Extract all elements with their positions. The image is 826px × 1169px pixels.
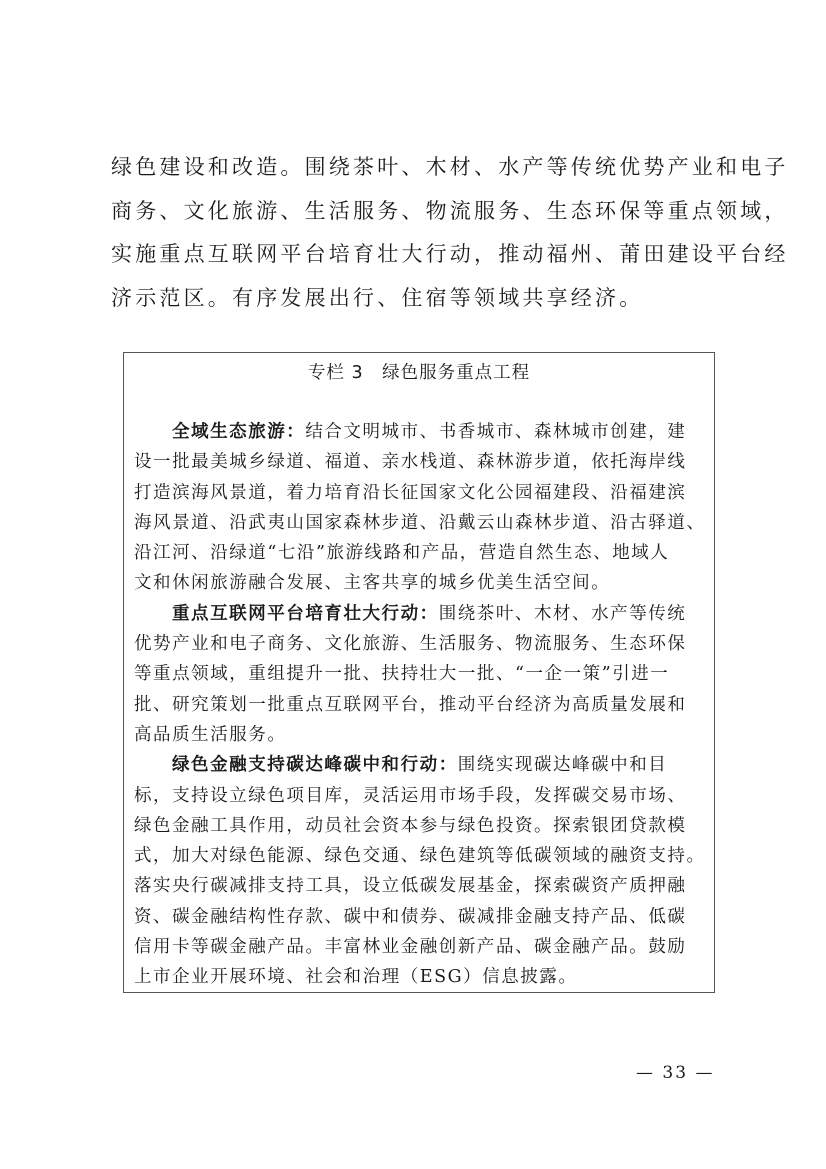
section-text: 结合文明城市、书香城市、森林城市创建，建 xyxy=(305,422,687,442)
section-internet-platform-first-line xyxy=(134,599,710,629)
section-line: 上市企业开展环境、社会和治理（ESG）信息披露。 xyxy=(134,967,578,988)
section-text: 围绕茶叶、木材、水产等传统 xyxy=(438,603,687,624)
section-line: 优势产业和电子商务、文化旅游、生活服务、物流服务、生态环保 xyxy=(134,634,687,655)
section-eco-tourism-first-line xyxy=(134,417,710,447)
section-line: 批、研究策划一批重点互联网平台，推动平台经济为高质量发展和 xyxy=(134,694,687,715)
section-lead-green-finance: 绿色金融支持碳达峰碳中和行动： xyxy=(172,755,458,776)
box-body xyxy=(134,417,710,993)
intro-line: 商务、文化旅游、生活服务、物流服务、生态环保等重点领域， xyxy=(111,198,789,223)
section-lead-eco-tourism: 全域生态旅游： xyxy=(172,422,306,442)
section-line: 等重点领域，重组提升一批、扶持壮大一批、“一企一策”引进一 xyxy=(134,664,670,685)
section-text: 围绕实现碳达峰碳中和目 xyxy=(457,755,668,776)
box-title: 专栏 3 绿色服务重点工程 xyxy=(307,363,531,383)
intro-line: 济示范区。有序发展出行、住宿等领域共享经济。 xyxy=(111,285,644,310)
intro-line: 实施重点互联网平台培育壮大行动，推动福州、莆田建设平台经 xyxy=(111,242,789,266)
page-number: — 33 — xyxy=(636,1063,715,1083)
section-line: 文和休闲旅游融合发展、主客共享的城乡优美生活空间。 xyxy=(134,573,611,594)
section-line: 海风景道、沿武夷山国家森林步道、沿戴云山森林步道、沿古驿道、 xyxy=(134,512,706,533)
section-line: 高品质生活服务。 xyxy=(134,724,287,745)
section-line: 资、碳金融结构性存款、碳中和债券、碳减排金融支持产品、低碳 xyxy=(134,906,687,927)
section-line: 落实央行碳减排支持工具，设立低碳发展基金，探索碳资产质押融 xyxy=(134,876,687,897)
feature-box-green-services xyxy=(123,352,715,993)
section-green-finance-first-line xyxy=(134,750,710,780)
section-line: 绿色金融工具作用，动员社会资本参与绿色投资。探索银团贷款模 xyxy=(134,815,687,836)
section-line: 沿江河、沿绿道“七沿”旅游线路和产品，营造自然生态、地域人 xyxy=(134,543,670,564)
section-line: 设一批最美城乡绿道、福道、亲水栈道、森林游步道，依托海岸线 xyxy=(134,452,687,473)
intro-paragraph xyxy=(111,146,789,320)
section-line: 信用卡等碳金融产品。丰富林业金融创新产品、碳金融产品。鼓励 xyxy=(134,937,687,958)
section-line: 标，支持设立绿色项目库，灵活运用市场手段，发挥碳交易市场、 xyxy=(134,785,687,806)
section-line: 打造滨海风景道，着力培育沿长征国家文化公园福建段、沿福建滨 xyxy=(134,482,687,503)
section-line: 式，加大对绿色能源、绿色交通、绿色建筑等低碳领域的融资支持。 xyxy=(134,846,706,867)
section-lead-internet-platform: 重点互联网平台培育壮大行动： xyxy=(172,603,439,624)
intro-line: 绿色建设和改造。围绕茶叶、木材、水产等传统优势产业和电子 xyxy=(111,155,789,179)
